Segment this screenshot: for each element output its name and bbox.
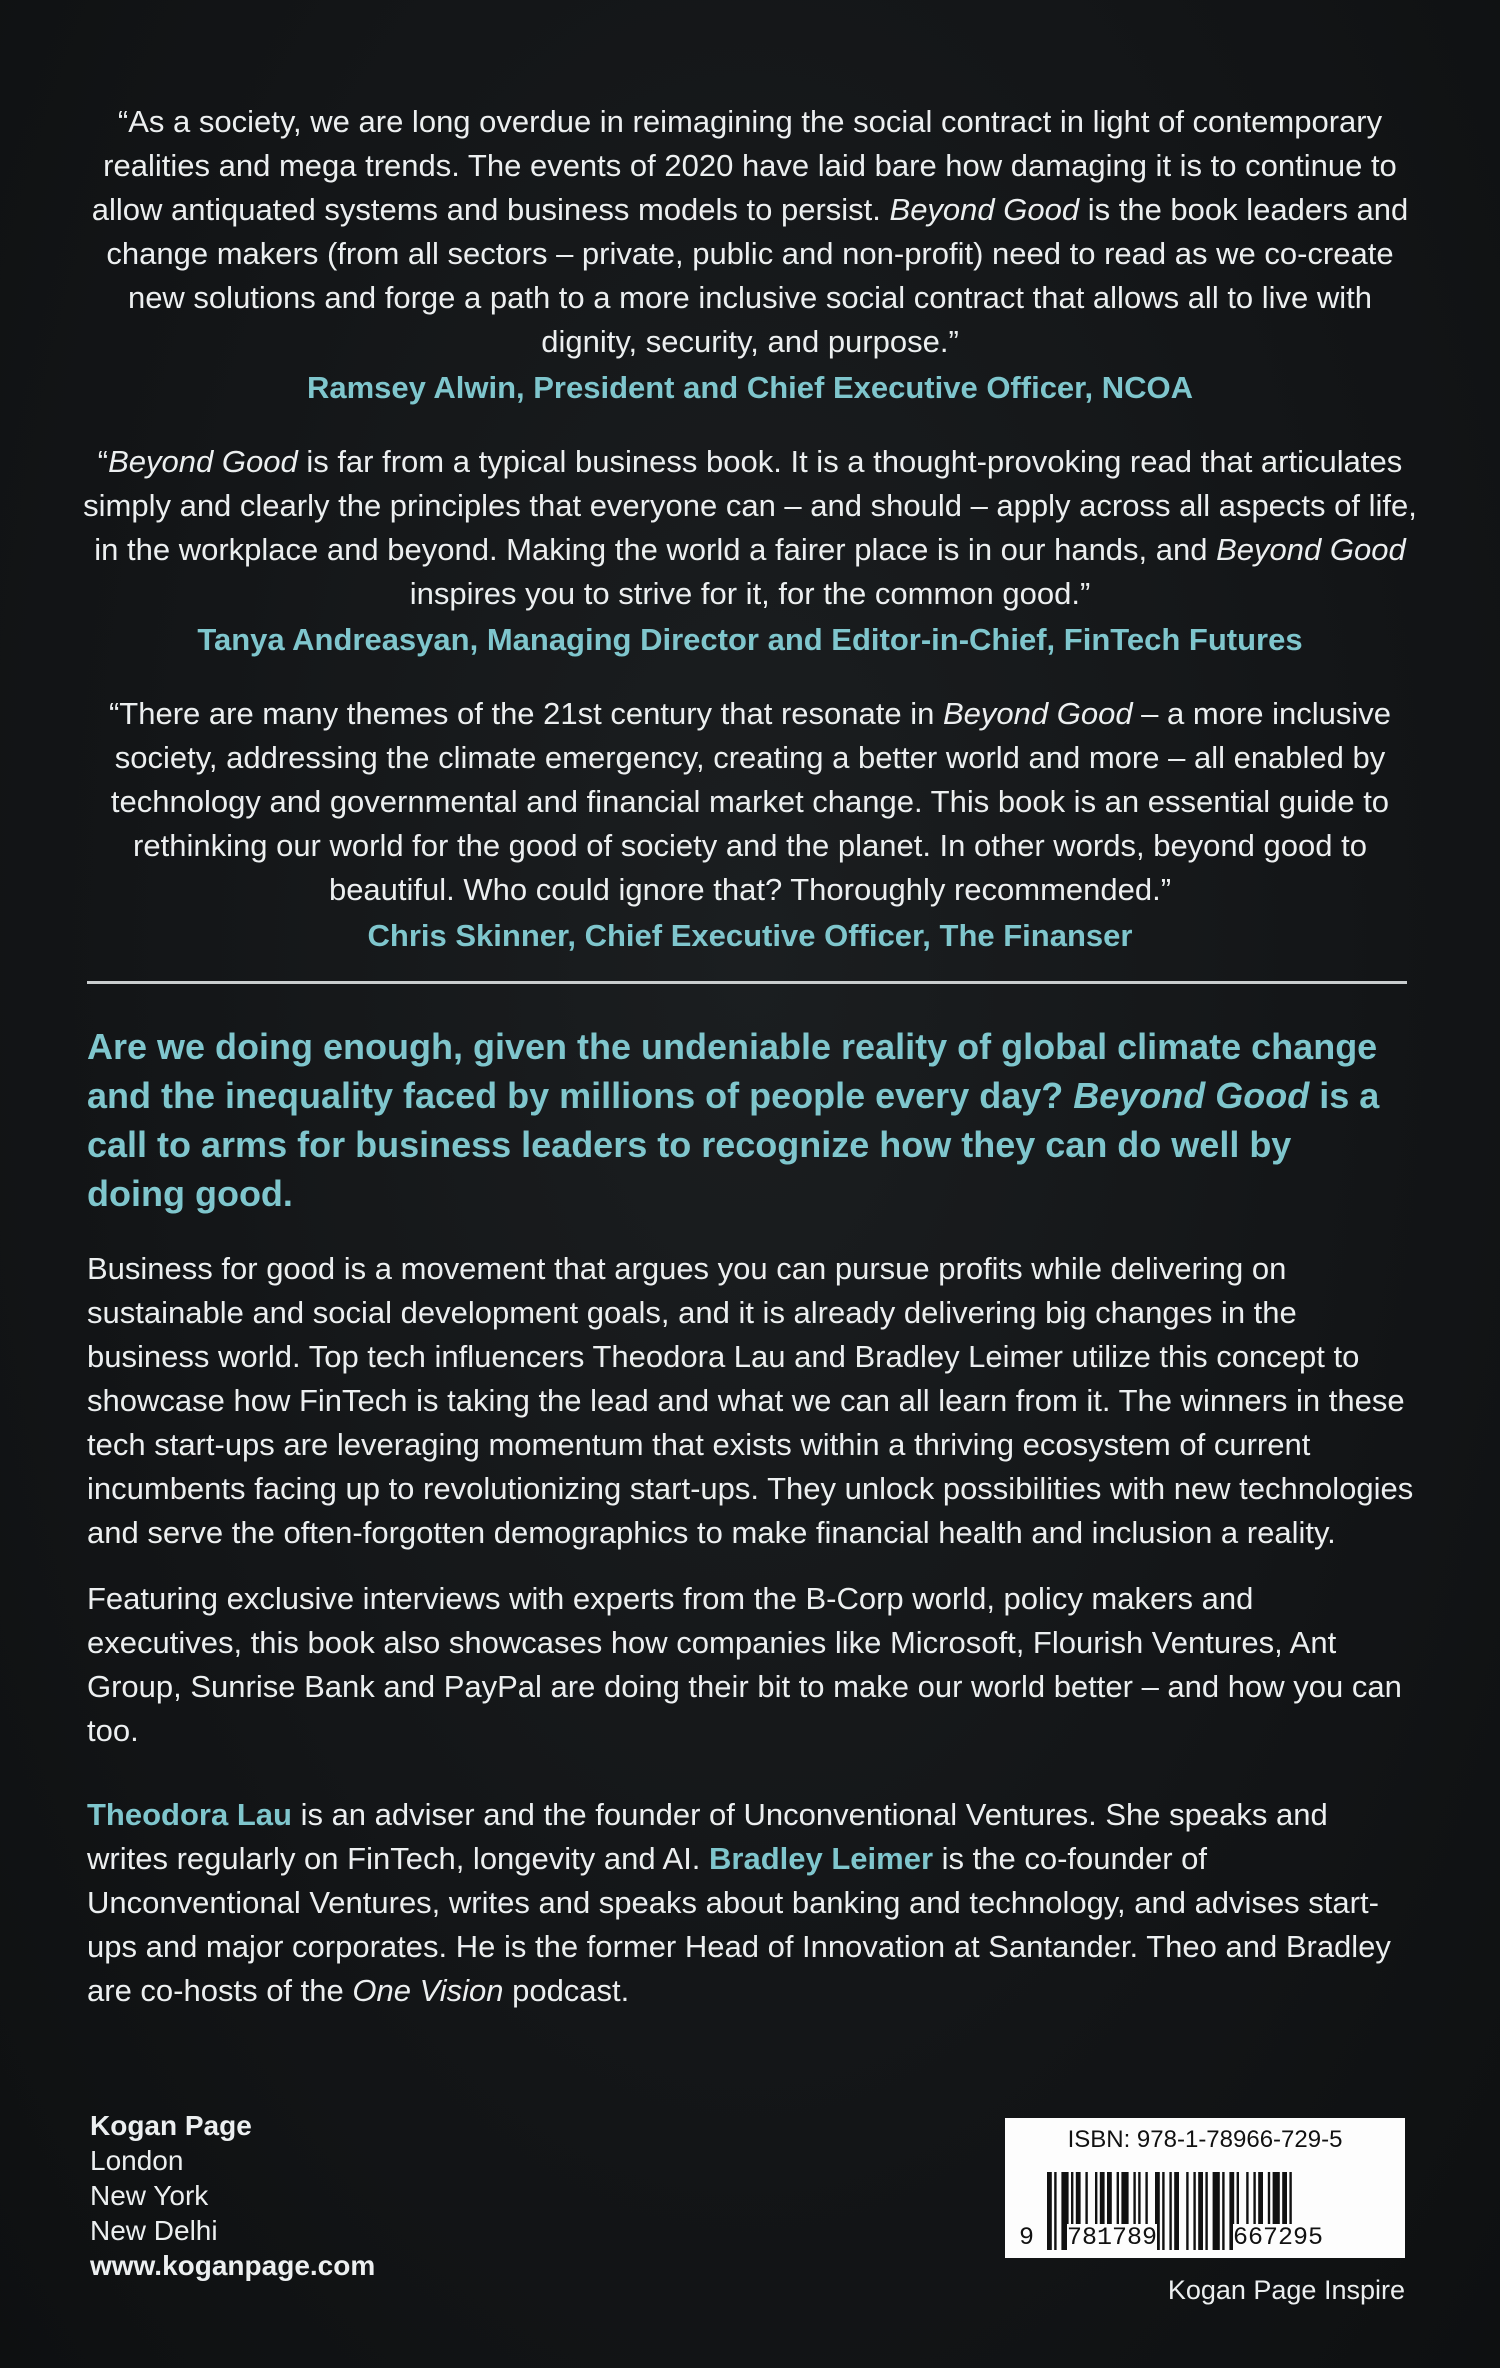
barcode-digit: 9 (1019, 2223, 1035, 2252)
barcode-bar (1162, 2172, 1164, 2250)
author-name: Theodora Lau (87, 1797, 292, 1832)
barcode-digit: 781789 (1067, 2223, 1158, 2252)
barcode-bar (1047, 2172, 1052, 2250)
barcode-bar (1222, 2172, 1224, 2250)
endorsement-quote: “As a society, we are long overdue in reimagining the social contract in light of contemporary realities and mega trends. The events of 2020 have laid bare how damaging it is to continue to allow antiquated systems and business models to persist. Beyond Good is the book leaders and change makers (from all sectors – private, public and non-profit) need to read as we co-create new solutions and forge a path to a more inclusive social contract that allows all to live with dignity, security, and purpose.” (91, 104, 1409, 359)
barcode-digit: 667295 (1233, 2223, 1324, 2252)
endorsement-attribution: Ramsey Alwin, President and Chief Executive Officer, NCOA (306, 370, 1194, 405)
publisher-name: Kogan Page (90, 2110, 252, 2141)
publisher-city: New Delhi (90, 2215, 218, 2246)
description (87, 1247, 1417, 2035)
isbn-barcode (1005, 2118, 1405, 2258)
description-paragraph: Business for good is a movement that argues you can pursue profits while delivering on sustainable and social development goals, and it is already delivering big changes in the business world. Top tech influencers Theodora Lau and Bradley Leimer utilize this concept to showcase how FinTech is taking the lead and what we can all learn from it. The winners in these tech start-ups are leveraging momentum that exists within a thriving ecosystem of current incumbents facing up to revolutionizing start-ups. They unlock possibilities with new technologies and serve the often-forgotten demographics to make financial health and inclusion a reality. (87, 1251, 1414, 1550)
barcode-bar (1169, 2172, 1171, 2250)
imprint: Kogan Page Inspire (1167, 2275, 1405, 2305)
publisher-website: www.koganpage.com (90, 2250, 376, 2281)
endorsement-quote: “Beyond Good is far from a typical business book. It is a thought-provoking read that articulates simply and clearly the principles that everyone can – and should – apply across all aspects of life, in the workplace and beyond. Making the world a fairer place is in our hands, and Beyond Good inspires you to strive for it, for the common good.” (83, 444, 1417, 611)
isbn-number: ISBN: 978-1-78966-729-5 (1067, 2126, 1343, 2153)
barcode-bar (1186, 2172, 1188, 2250)
barcode-bar (1054, 2172, 1056, 2250)
author-name: Bradley Leimer (709, 1841, 934, 1876)
endorsement-attribution: Chris Skinner, Chief Executive Officer, The Finanser (367, 918, 1133, 953)
endorsement-quote: “There are many themes of the 21st century that resonate in Beyond Good – a more inclusive society, addressing the climate emergency, creating a better world and more – all enabled by technology and governmental and financial market change. This book is an essential guide to rethinking our world for the good of society and the planet. In other words, beyond good to beautiful. Who could ignore that? Thoroughly recommended.” (108, 696, 1392, 907)
endorsement (80, 100, 1420, 410)
barcode-bar (1174, 2172, 1179, 2250)
publisher-city: New York (90, 2180, 209, 2211)
author-bio: Theodora Lau is an adviser and the founder of Unconventional Ventures. She speaks and writes regularly on FinTech, longevity and AI. Bradley Leimer is the co-founder of Unconventional Ventures, writes and speaks about banking and technology, and advises start-ups and major corporates. He is the former Head of Innovation at Santander. Theo and Bradley are co-hosts of the One Vision podcast. (87, 1797, 1391, 2008)
endorsement-attribution: Tanya Andreasyan, Managing Director and Editor-in-Chief, FinTech Futures (197, 622, 1303, 657)
barcode-bar (1193, 2172, 1195, 2250)
divider (87, 981, 1407, 984)
endorsement (80, 440, 1420, 662)
description-paragraph: Featuring exclusive interviews with experts from the B-Corp world, policy makers and executives, this book also showcases how companies like Microsoft, Flourish Ventures, Ant Group, Sunrise Bank and PayPal are doing their bit to make our world better – and how you can too. (87, 1581, 1402, 1748)
headline: Are we doing enough, given the undeniable reality of global climate change and the inequality faced by millions of people every day? Beyond Good is a call to arms for business leaders to recognize how they can do well by doing good. (87, 1026, 1380, 1214)
barcode-bar (1213, 2172, 1220, 2250)
endorsement (80, 692, 1420, 958)
barcode-bar (1198, 2172, 1203, 2250)
publisher-city: London (90, 2145, 184, 2176)
publisher-info (90, 2108, 375, 2283)
barcode-bar (1205, 2172, 1207, 2250)
endorsements (80, 100, 1420, 988)
